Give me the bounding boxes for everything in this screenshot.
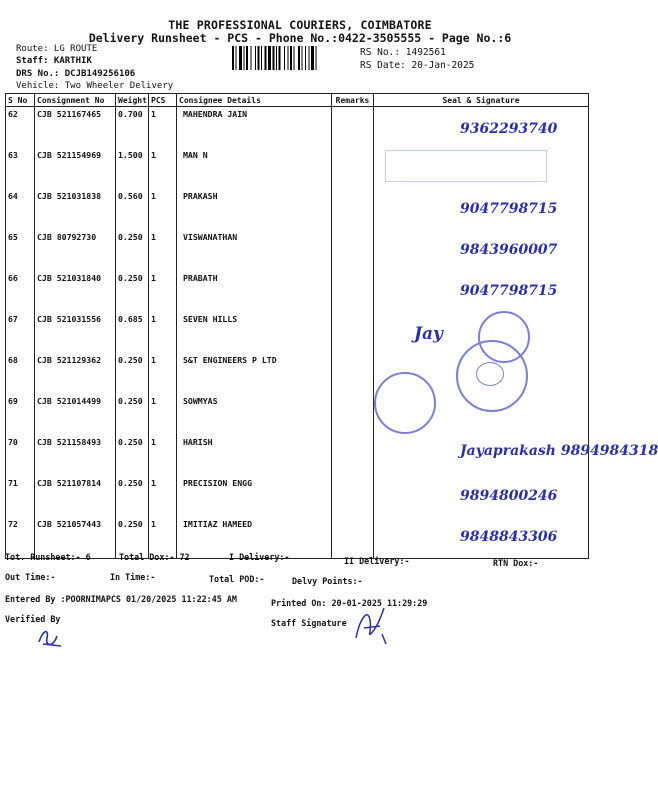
handwritten-note: 9047798715 [460,283,558,299]
staff-signature-label: Staff Signature [271,618,347,628]
out-time: Out Time:- [5,572,56,582]
company-title: THE PROFESSIONAL COURIERS, COIMBATORE [168,18,432,32]
handwritten-note: Jay [414,324,443,344]
sno: 69 [6,394,35,435]
weight: 0.685 [116,312,149,353]
col-weight: Weight [116,94,149,107]
sno: 67 [6,312,35,353]
pcs: 1 [149,271,177,312]
table-row [6,517,589,559]
pcs: 1 [149,435,177,476]
seal-signature-cell [374,517,589,559]
barcode [232,46,354,70]
company-seal-stamp [456,340,528,412]
pcs: 1 [149,148,177,189]
col-pcs: PCS [149,94,177,107]
remarks [332,230,374,271]
handwritten-note: 9047798715 [460,201,558,217]
pcs: 1 [149,107,177,149]
printed-on: Printed On: 20-01-2025 11:29:29 [271,598,428,608]
sno: 70 [6,435,35,476]
staff-label: Staff: KARTHIK [16,56,92,66]
consignment-no: CJB 521167465 [35,107,116,149]
consignee-name: IMITIAZ HAMEED [177,517,332,559]
weight: 0.250 [116,435,149,476]
seal-signature-cell [374,189,589,230]
col-consignee: Consignee Details [177,94,332,107]
weight: 1.500 [116,148,149,189]
handwritten-note: 9848843306 [460,529,558,545]
weight: 0.250 [116,394,149,435]
consignment-no: CJB 521154969 [35,148,116,189]
consignee-name: MAN N [177,148,332,189]
consignment-no: CJB 521158493 [35,435,116,476]
handwritten-note: 9362293740 [460,121,558,137]
seal-signature-cell [374,107,589,149]
runsheet-title: Delivery Runsheet - PCS - Phone No.:0422-3505555 - Page No.:6 [88,31,512,45]
table-row [6,271,589,312]
consignee-name: MAHENDRA JAIN [177,107,332,149]
sno: 64 [6,189,35,230]
weight: 0.560 [116,189,149,230]
sno: 65 [6,230,35,271]
seal-signature-cell [374,435,658,476]
consignment-no: CJB 521014499 [35,394,116,435]
tot-runsheet: Tot. Runsheet:- 6 [5,552,91,562]
rs-date: RS Date: 20-Jan-2025 [360,60,475,71]
weight: 0.250 [116,230,149,271]
staff-signature [350,604,390,648]
consignee-name: PRECISION ENGG [177,476,332,517]
route-label: Route: LG ROUTE [16,44,98,54]
remarks [332,271,374,312]
total-dox: Total Dox:- 72 [119,552,190,562]
seal-signature-cell [374,230,589,271]
table-row [6,107,589,149]
consignee-name: SEVEN HILLS [177,312,332,353]
col-sno: S No [6,94,35,107]
seal-signature-cell [374,271,589,312]
pcs: 1 [149,353,177,394]
verified-by: Verified By [5,614,61,624]
delvy-points: Delvy Points:- [292,576,363,586]
pcs: 1 [149,230,177,271]
consignment-no: CJB 80792730 [35,230,116,271]
weight: 0.250 [116,476,149,517]
sno: 63 [6,148,35,189]
consignee-name: PRAKASH [177,189,332,230]
table-row [6,189,589,230]
consignment-no: CJB 521129362 [35,353,116,394]
entered-by: Entered By :POORNIMAPCS 01/20/2025 11:22:45 AM [5,594,237,604]
remarks [332,189,374,230]
consignee-name: PRABATH [177,271,332,312]
i-delivery: I Delivery:- [229,552,290,562]
handwritten-note: 9894800246 [460,488,558,504]
table-row [6,476,589,517]
table-header-row [6,94,589,107]
consignee-name: HARISH [177,435,332,476]
consignment-no: CJB 521107814 [35,476,116,517]
consignment-no: CJB 521031840 [35,271,116,312]
consignment-no: CJB 521031556 [35,312,116,353]
handwritten-note: 9843960007 [460,242,558,258]
remarks [332,394,374,435]
col-remarks: Remarks [332,94,374,107]
remarks [332,148,374,189]
sno: 72 [6,517,35,559]
pcs: 1 [149,312,177,353]
remarks [332,107,374,149]
consignment-no: CJB 521031838 [35,189,116,230]
handwritten-note: Jayaprakash 9894984318 [460,443,658,459]
col-seal-signature: Seal & Signature [374,94,589,107]
pcs: 1 [149,476,177,517]
rs-number: RS No.: 1492561 [360,47,446,58]
table-row [6,435,589,476]
table-row [6,230,589,271]
in-time: In Time:- [110,572,156,582]
seal-signature-cell [374,476,589,517]
rtn-dox: RTN Dox:- [493,558,539,568]
consignee-name: S&T ENGINEERS P LTD [177,353,332,394]
remarks [332,435,374,476]
sno: 62 [6,107,35,149]
pcs: 1 [149,189,177,230]
consignment-no: CJB 521057443 [35,517,116,559]
sno: 71 [6,476,35,517]
weight: 0.250 [116,517,149,559]
customer-seal-stamp [374,372,436,434]
weight: 0.700 [116,107,149,149]
weight: 0.250 [116,353,149,394]
sno: 66 [6,271,35,312]
verified-signature [35,624,65,652]
drs-number: DRS No.: DCJB149256106 [16,69,136,79]
sno: 68 [6,353,35,394]
weight: 0.250 [116,271,149,312]
remarks [332,353,374,394]
pcs: 1 [149,517,177,559]
remarks [332,517,374,559]
consignee-name: SOWMYAS [177,394,332,435]
vehicle-label: Vehicle: Two Wheeler Delivery [16,81,174,91]
pcs: 1 [149,394,177,435]
total-pod: Total POD:- [209,574,265,584]
remarks [332,476,374,517]
consignee-name: VISWANATHAN [177,230,332,271]
remarks [332,312,374,353]
ii-delivery: II Delivery:- [344,556,410,566]
address-stamp [385,150,547,182]
col-consignment: Consignment No [35,94,116,107]
